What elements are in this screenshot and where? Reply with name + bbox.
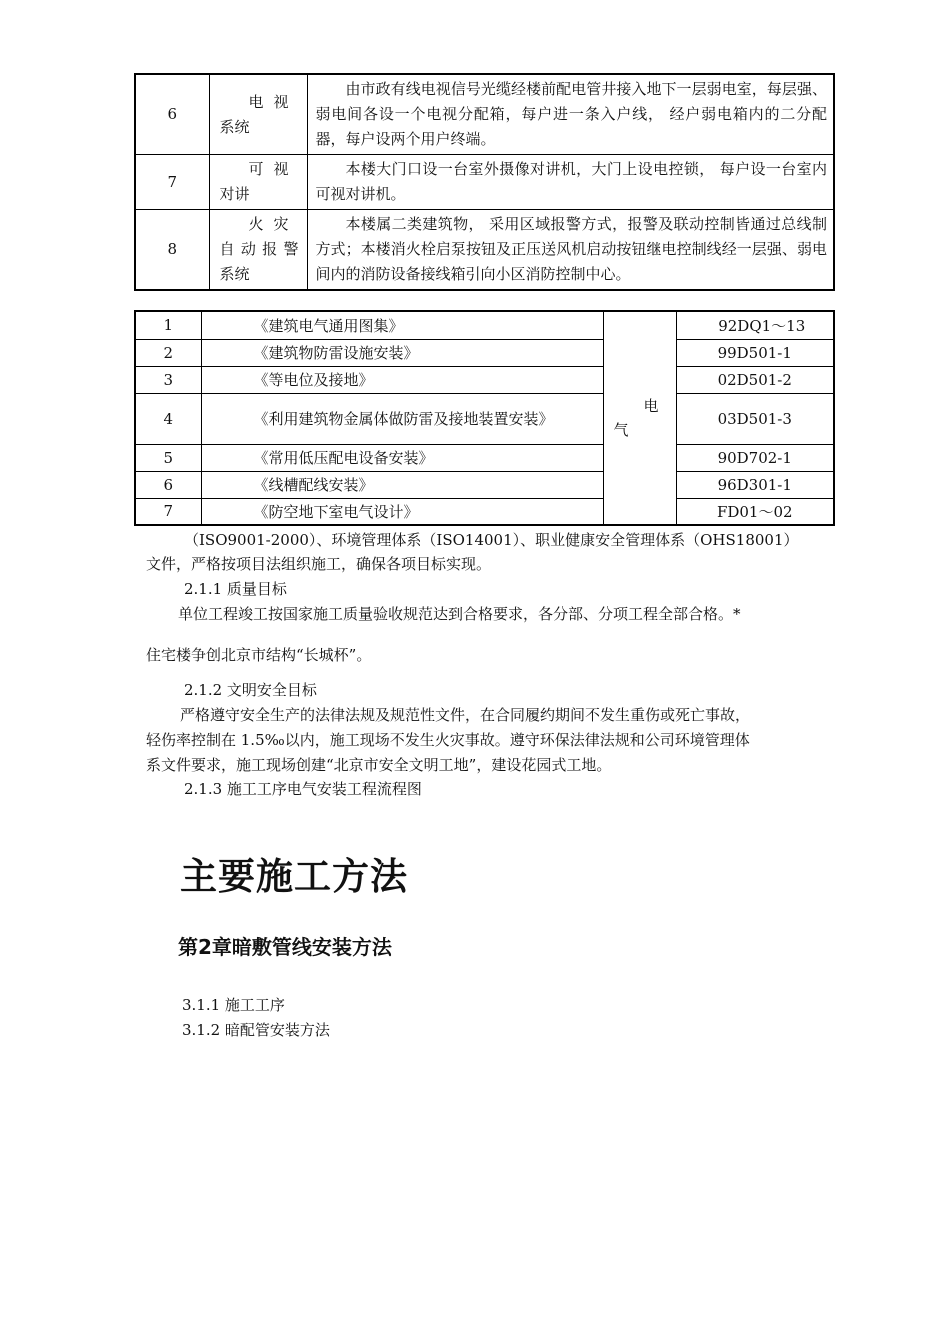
- table-row: [135, 393, 834, 444]
- table-row: [135, 444, 834, 471]
- table-row: [135, 339, 834, 366]
- system-description: 由市政有线电视信号光缆经楼前配电管井接入地下一层弱电室，每层强、弱电间各设一个电视分配箱，每户进一条入户线， 经户弱电箱内的二分配器，每户设两个用户终端。: [307, 74, 834, 155]
- standard-code: 99D501-1: [676, 339, 834, 366]
- system-description: 本楼属二类建筑物， 采用区域报警方式，报警及联动控制皆通过总线制方式；本楼消火栓启泵按钮及正压送风机启动按钮继电控制线经一层强、弱电间内的消防设备接线箱引向小区消防控制中心。: [307, 210, 834, 291]
- chapter-heading: 第2章暗敷管线安装方法: [178, 935, 392, 959]
- section-heading: 2.1.2 文明安全目标: [184, 681, 317, 699]
- table-row: [135, 366, 834, 393]
- table-row: [135, 311, 834, 339]
- row-number: 7: [135, 498, 201, 525]
- row-number: 6: [135, 471, 201, 498]
- standard-title: 《等电位及接地》: [201, 366, 603, 393]
- system-description: 本楼大门口设一台室外摄像对讲机，大门上设电控锁， 每户设一台室内可视对讲机。: [307, 155, 834, 210]
- paragraph-line: 严格遵守安全生产的法律法规及规范性文件，在合同履约期间不发生重伤或死亡事故，: [180, 706, 751, 724]
- section-heading: 2.1.1 质量目标: [184, 580, 287, 598]
- standard-code: 02D501-2: [676, 366, 834, 393]
- standard-code: 92DQ1～13: [676, 311, 834, 339]
- row-number: 6: [135, 74, 209, 155]
- category-line: 气: [613, 421, 629, 439]
- row-number: 8: [135, 210, 209, 291]
- section-heading: 3.1.1 施工工序: [182, 996, 285, 1014]
- table-row: [135, 498, 834, 525]
- systems-table: [134, 73, 835, 291]
- standard-code: 03D501-3: [676, 393, 834, 444]
- table-row: [135, 210, 834, 291]
- standard-code: 90D702-1: [676, 444, 834, 471]
- standard-title: 《利用建筑物金属体做防雷及接地装置安装》: [201, 393, 603, 444]
- row-number: 1: [135, 311, 201, 339]
- main-heading: 主要施工方法: [180, 855, 408, 898]
- paragraph-line: 轻伤率控制在 1.5‰以内，施工现场不发生火灾事故。遵守环保法律法规和公司环境管理体: [146, 731, 750, 749]
- system-name: 电视 系统: [209, 74, 307, 155]
- table-row: [135, 74, 834, 155]
- paragraph-line: 系文件要求，施工现场创建“北京市安全文明工地”，建设花园式工地。: [146, 756, 612, 774]
- row-number: 2: [135, 339, 201, 366]
- category-line: 电: [643, 397, 659, 415]
- row-number: 7: [135, 155, 209, 210]
- section-heading: 3.1.2 暗配管安装方法: [182, 1021, 330, 1039]
- paragraph-line: 文件，严格按项目法组织施工，确保各项目标实现。: [146, 555, 492, 573]
- paragraph-line: （ISO9001-2000）、环境管理体系（ISO14001）、职业健康安全管理体系（OHS18001）: [184, 531, 799, 549]
- category-cell: [603, 311, 676, 525]
- standard-title: 《建筑物防雷设施安装》: [201, 339, 603, 366]
- paragraph-line: 单位工程竣工按国家施工质量验收规范达到合格要求，各分部、分项工程全部合格。*: [178, 605, 741, 623]
- paragraph-line: 住宅楼争创北京市结构“长城杯”。: [146, 646, 372, 664]
- standard-code: FD01～02: [676, 498, 834, 525]
- system-name: 火灾 自动报警 系统: [209, 210, 307, 291]
- row-number: 3: [135, 366, 201, 393]
- row-number: 4: [135, 393, 201, 444]
- standards-table: [134, 310, 835, 526]
- section-heading: 2.1.3 施工工序电气安装工程流程图: [184, 780, 422, 798]
- table-row: [135, 155, 834, 210]
- table-row: [135, 471, 834, 498]
- standard-title: 《防空地下室电气设计》: [201, 498, 603, 525]
- row-number: 5: [135, 444, 201, 471]
- standard-title: 《建筑电气通用图集》: [201, 311, 603, 339]
- standard-title: 《常用低压配电设备安装》: [201, 444, 603, 471]
- standard-code: 96D301-1: [676, 471, 834, 498]
- standard-title: 《线槽配线安装》: [201, 471, 603, 498]
- system-name: 可视 对讲: [209, 155, 307, 210]
